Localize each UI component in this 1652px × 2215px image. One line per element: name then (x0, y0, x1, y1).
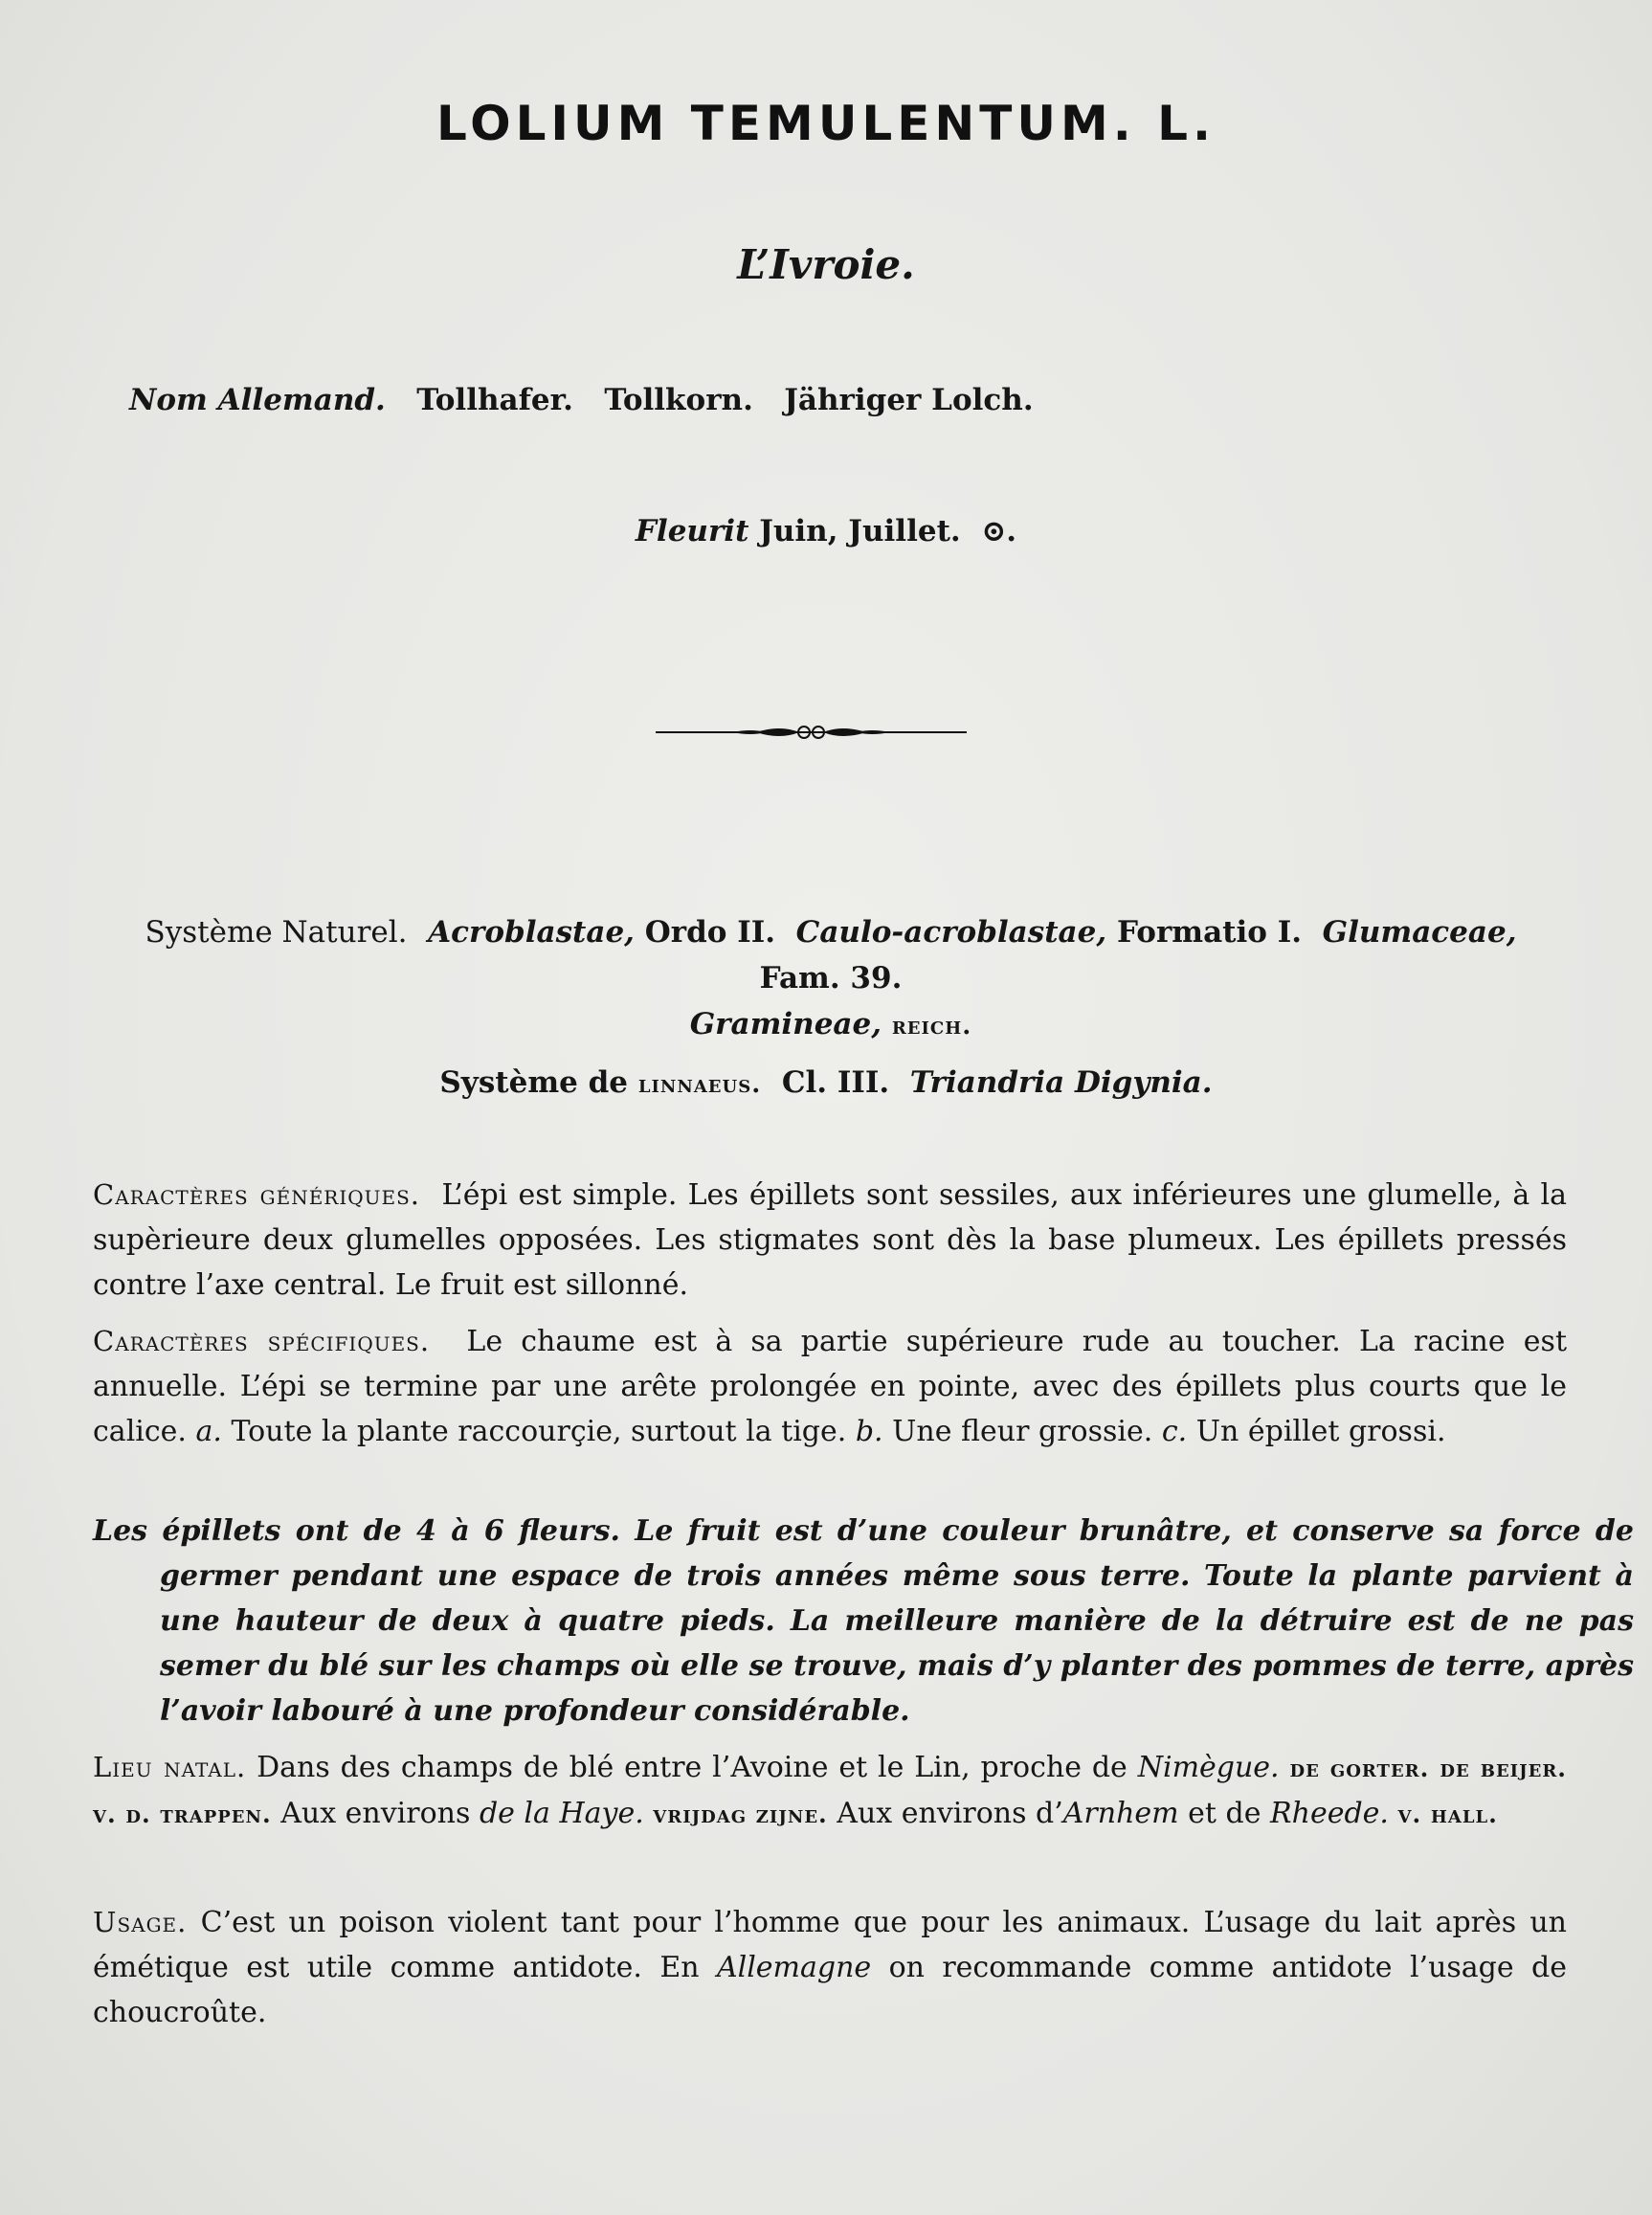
systeme-naturel-label: Système Naturel. (145, 915, 408, 950)
specific-text-4: Un épillet grossi. (1195, 1415, 1446, 1448)
flowering-label: Fleurit (635, 514, 749, 548)
ordo: Ordo II. (644, 915, 776, 950)
usage-text-2: on recommande comme antidote l’usage de choucroûte. (93, 1951, 1567, 2029)
authors-2: vrijdag zijne. (653, 1801, 828, 1828)
linnaeus-label: Système de (439, 1065, 629, 1100)
lieu-natal (93, 1745, 1567, 1837)
group-caulo: Caulo-acroblastae, (795, 915, 1107, 950)
usage-text-1: C’est un poison violent tant pour l’homme que pour les animaux. L’usage du lait après un émétique est utile comme antidote. En (93, 1906, 1567, 1984)
linnaeus-class: Cl. III. (781, 1065, 890, 1100)
lieu-natal-label: Lieu natal. (93, 1751, 247, 1783)
german-names: Tollhafer. Tollkorn. Jähriger Lolch. (416, 383, 1034, 417)
group-glumaceae: Glumaceae, (1322, 915, 1517, 950)
author-reich: reich. (891, 1012, 972, 1040)
fam: Fam. 39. (759, 961, 903, 996)
caracteres-specifiques (93, 1319, 1567, 1454)
french-common-name: L’Ivroie. (737, 241, 915, 288)
place-nimegue: Nimègue. (1137, 1751, 1280, 1784)
lieu-text-2: Aux environs (280, 1797, 471, 1830)
usage-label: Usage. (93, 1906, 188, 1938)
place-allemagne: Allemagne (716, 1951, 872, 1984)
systeme-naturel (123, 909, 1539, 1049)
generic-text: L’épi est simple. Les épillets sont sessiles, aux inférieures une glumelle, à la supèrieure deux glumelles opposées. Les stigmates sont dès la base plumeux. Les épillets pressés contre l’axe central. Le fruit est sillonné. (93, 1178, 1567, 1302)
place-la-haye: de la Haye. (479, 1797, 644, 1830)
linnaeus-name: linnaeus. (637, 1070, 762, 1099)
usage (93, 1900, 1567, 2035)
lieu-text-3: Aux environs d’ (837, 1797, 1063, 1830)
german-names-line (129, 383, 1034, 417)
formatio: Formatio I. (1116, 915, 1303, 950)
annual-symbol-icon: ⊙. (981, 514, 1017, 548)
flowering-line (0, 514, 1652, 548)
group-acroblastae: Acroblastae, (428, 915, 635, 950)
fig-b: b. (855, 1415, 883, 1448)
place-arnhem: Arnhem (1062, 1797, 1179, 1830)
italic-note: Les épillets ont de 4 à 6 fleurs. Le fruit est d’une couleur brunâtre, et conserve sa force de germer pendant une espace de trois années même sous terre. Toute la plante parvient à une hauteur de deux à quatre pieds. La meilleure manière de la détruire est de ne pas semer du blé sur les champs où elle se trouve, mais d’y planter des pommes de terre, après l’avoir labouré à une profondeur considérable. (93, 1514, 1634, 1728)
specific-text-3: Une fleur grossie. (892, 1415, 1153, 1448)
linnaeus-order: Triandria Digynia. (909, 1065, 1213, 1100)
fig-a: a. (195, 1415, 222, 1448)
family-gramineae: Gramineae, (689, 1007, 882, 1041)
lieu-text-4: et de (1188, 1797, 1261, 1830)
generic-label: Caractères génériques. (93, 1178, 421, 1211)
specific-text-2: Toute la plante raccourçie, surtout la tige. (231, 1415, 847, 1448)
flowering-months: Juin, Juillet. (759, 514, 961, 548)
specific-text-1: Le chaume est à sa partie supérieure rude au toucher. La racine est annuelle. L’épi se termine par une arête prolongée en pointe, avec des épillets plus courts que le calice. (93, 1325, 1567, 1448)
fig-c: c. (1161, 1415, 1188, 1448)
caracteres-generiques (93, 1173, 1567, 1308)
place-rheede: Rheede. (1270, 1797, 1389, 1830)
page-title: LOLIUM TEMULENTUM. L. (435, 96, 1216, 151)
german-names-label: Nom Allemand. (129, 383, 386, 417)
authors-1: de gorter. de beijer. v. d. trappen. (93, 1755, 1568, 1828)
authors-3: v. hall. (1397, 1801, 1498, 1828)
lieu-text-1: Dans des champs de blé entre l’Avoine et le Lin, proche de (257, 1751, 1127, 1784)
systeme-linnaeus (0, 1065, 1652, 1100)
specific-label: Caractères spécifiques. (93, 1325, 431, 1357)
ornamental-divider (656, 718, 967, 747)
